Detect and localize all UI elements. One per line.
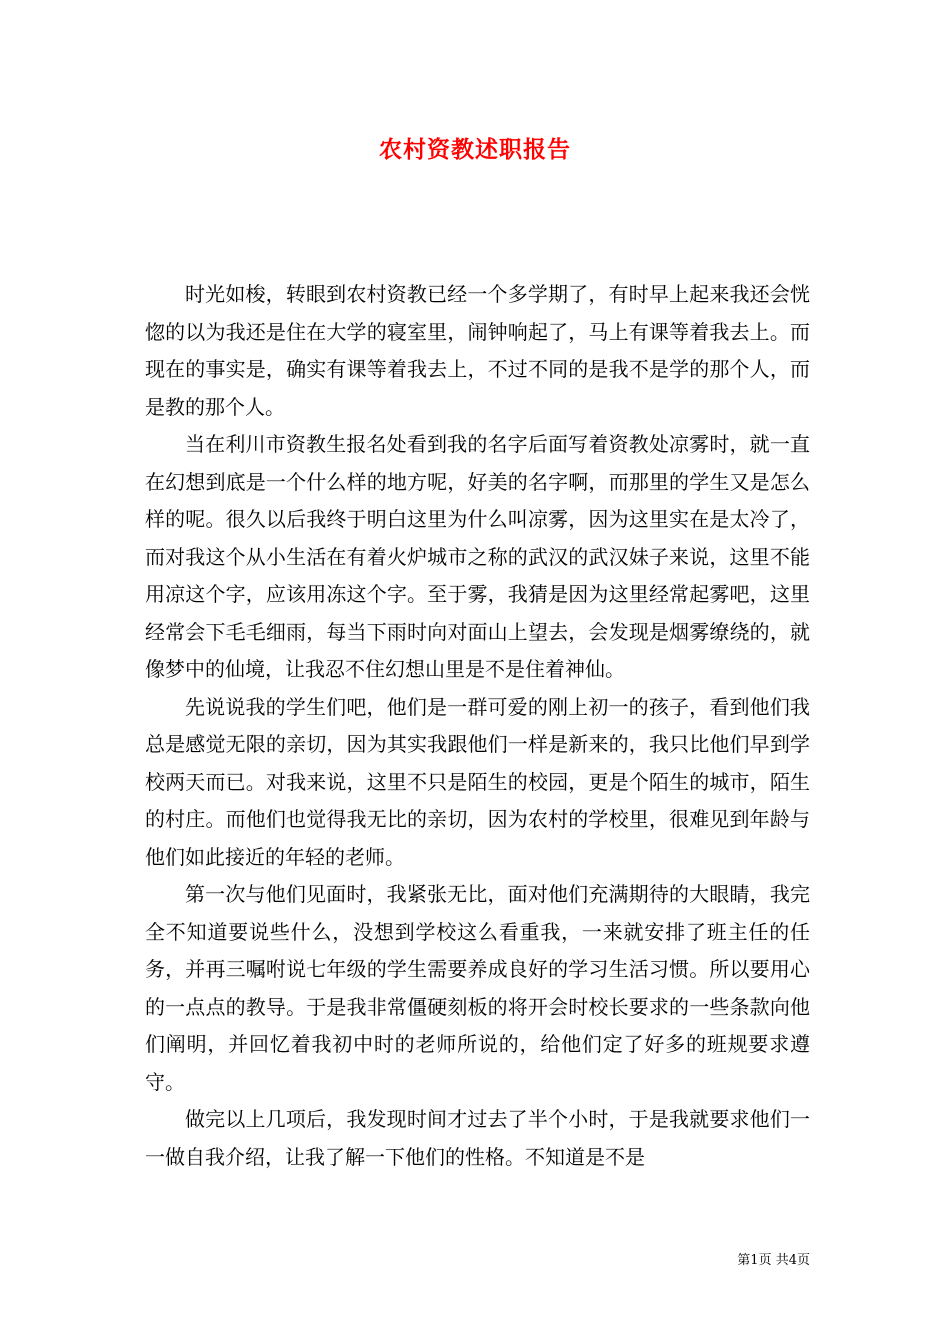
total-pages-number: 4 xyxy=(788,1253,797,1268)
document-body xyxy=(145,276,810,1176)
page-footer xyxy=(0,1252,810,1270)
page-label-suffix: 页 xyxy=(796,1253,810,1268)
paragraph-1: 时光如梭，转眼到农村资教已经一个多学期了，有时早上起来我还会恍惚的以为我还是住在大学的寝室里，闹钟响起了，马上有课等着我去上。而现在的事实是，确实有课等着我去上，不过不同的是我不是学的那个人，而是教的那个人。 xyxy=(145,282,810,419)
paragraph-2: 当在利川市资教生报名处看到我的名字后面写着资教处凉雾时，就一直在幻想到底是一个什么样的地方呢，好美的名字啊，而那里的学生又是怎么样的呢。很久以后我终于明白这里为什么叫凉雾，因为这里实在是太冷了，而对我这个从小生活在有着火炉城市之称的武汉的武汉妹子来说，这里不能用凉这个字，应该用冻这个字。至于雾，我猜是因为这里经常起雾吧，这里经常会下毛毛细雨，每当下雨时向对面山上望去，会发现是烟雾缭绕的，就像梦中的仙境，让我忍不住幻想山里是不是住着神仙。 xyxy=(145,432,810,681)
document-title: 农村资教述职报告 xyxy=(379,136,571,163)
current-page-number: 1 xyxy=(750,1253,759,1268)
paragraph-4: 第一次与他们见面时，我紧张无比，面对他们充满期待的大眼睛，我完全不知道要说些什么，没想到学校这么看重我，一来就安排了班主任的任务，并再三嘱咐说七年级的学生需要养成良好的学习生活习惯。所以要用心的一点点的教导。于是我非常僵硬刻板的将开会时校长要求的一些条款向他们阐明，并回忆着我初中时的老师所说的，给他们定了好多的班规要求遵守。 xyxy=(145,882,810,1094)
paragraph-3: 先说说我的学生们吧，他们是一群可爱的刚上初一的孩子，看到他们我总是感觉无限的亲切，因为其实我跟他们一样是新来的，我只比他们早到学校两天而已。对我来说，这里不只是陌生的校园，更是个陌生的城市，陌生的村庄。而他们也觉得我无比的亲切，因为农村的学校里，很难见到年龄与他们如此接近的年轻的老师。 xyxy=(145,694,810,869)
page-label-middle: 页 共 xyxy=(758,1253,789,1268)
page-label-prefix: 第 xyxy=(737,1253,751,1268)
paragraph-5: 做完以上几项后，我发现时间才过去了半个小时，于是我就要求他们一一做自我介绍，让我了解一下他们的性格。不知道是不是 xyxy=(145,1107,810,1169)
